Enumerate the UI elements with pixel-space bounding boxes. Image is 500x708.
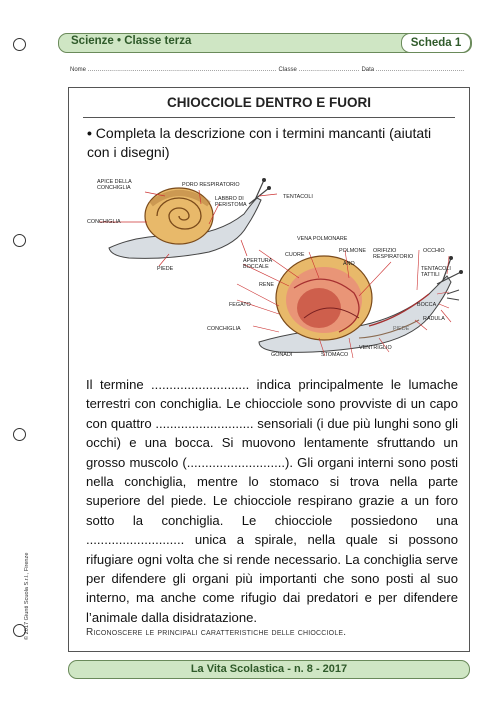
label-bocca: BOCCA (417, 302, 437, 308)
worksheet-title: CHIOCCIOLE DENTRO E FUORI (166, 95, 371, 110)
title-divider (83, 117, 455, 118)
label-cuore: CUORE (285, 252, 305, 258)
learning-objective: Riconoscere le principali caratteristiche delle chiocciole. (86, 627, 347, 638)
label-gonadi: GONADI (271, 352, 293, 358)
label-tentacoli: TENTACOLI (283, 194, 313, 200)
binder-hole-1 (13, 38, 26, 51)
date-field[interactable]: ............................................. (375, 67, 465, 73)
label-fegato: FEGATO (229, 302, 251, 308)
name-label: Nome (70, 67, 87, 73)
label-apice: APICE DELLA CONCHIGLIA (97, 179, 132, 191)
worksheet-frame (68, 87, 470, 652)
label-radula: RADULA (423, 316, 445, 322)
instruction-text: Completa la descrizione con i termini mancanti (aiutati con i disegni) (87, 125, 432, 160)
label-orifizio: ORIFIZIO RESPIRATORIO (373, 248, 414, 260)
label-piede-1: PIEDE (157, 266, 174, 272)
date-label: Data (361, 67, 375, 73)
snail-interior-illustration (219, 238, 464, 363)
label-piede-2: PIEDE (393, 326, 410, 332)
student-fields-row (70, 67, 480, 73)
label-polmone: POLMONE (339, 248, 366, 254)
label-apertura: APERTURA BOCCALE (243, 258, 272, 270)
label-conchiglia-1: CONCHIGLIA (87, 219, 121, 225)
label-vena: VENA POLMONARE (297, 236, 348, 242)
label-conchiglia-2: CONCHIGLIA (207, 326, 241, 332)
label-labbro: LABBRO DI PERISTOMA (215, 196, 247, 208)
label-stomaco: STOMACO (321, 352, 349, 358)
label-ventriglio: VENTRIGLIO (359, 345, 392, 351)
binder-hole-2 (13, 234, 26, 247)
label-ano: ANO (343, 261, 355, 267)
sheet-number: Scheda 1 (401, 33, 471, 53)
instruction (87, 124, 447, 162)
label-poro: PORO RESPIRATORIO (182, 182, 240, 188)
bullet-icon: • (87, 125, 92, 141)
label-tentacoli-tattili: TENTACOLI TATTILI (421, 266, 451, 278)
binder-hole-3 (13, 428, 26, 441)
header-band (58, 33, 472, 53)
fill-in-paragraph: Il termine ........................... indica principalmente le lumache terrestri con conchiglia. Le chiocciole sono provviste di un capo con quattro ........................... sensoriali (i due più lunghi sono gli occhi) e una bocca. Si muovono lentamente sfruttando un grosso muscolo (...........................). Gli organi interni sono posti nella conchiglia, mentre lo stomaco si trova nella parte superiore del piede. Le chiocciole respirano grazie a un foro sotto la conchiglia. Le chiocciole possiedono una ........................... unica a spirale, nella quale si possono rifugiare ogni volta che si rende necessario. La conchiglia serve per difendere gli organi più importanti che sono posti al suo interno, ma anche come rifugio dai predatori e per difendere l’animale dalla disidratazione. (86, 377, 458, 625)
subject-label: Scienze • Classe terza (71, 35, 192, 47)
label-occhio: OCCHIO (423, 248, 445, 254)
label-rene: RENE (259, 282, 274, 288)
name-field[interactable]: ................................................................................................ (87, 67, 279, 73)
class-field[interactable]: ............................... (298, 67, 362, 73)
footer-band: La Vita Scolastica - n. 8 - 2017 (68, 660, 470, 679)
class-label: Classe (278, 67, 297, 73)
copyright-notice: © 2017 Giunti Scuola S.r.l., Firenze (24, 552, 30, 640)
